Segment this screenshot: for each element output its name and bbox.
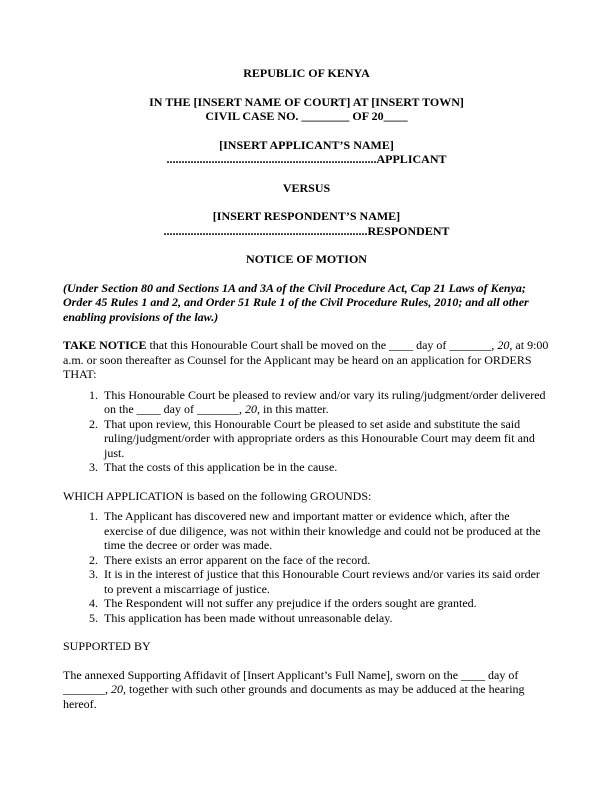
list-item: 1. This Honourable Court be pleased to review and/or vary its ruling/judgment/order delivered on the ____ day of _______, 20, in this matter. — [101, 388, 550, 417]
take-notice-paragraph: TAKE NOTICE that this Honourable Court shall be moved on the ____ day of _______, 20, at 9:00 a.m. or soon thereafter as Counsel for the Applicant may be heard on an application for ORDERS THAT: — [63, 338, 549, 381]
orders-list — [63, 388, 550, 475]
respondent-name: [INSERT RESPONDENT’S NAME] — [212, 209, 401, 223]
preamble-paragraph: (Under Section 80 and Sections 1A and 3A of the Civil Procedure Act, Cap 21 Laws of Kenya; Order 45 Rules 1 and 2, and Order 51 Rule 1 of the Civil Procedure Rules, 2010; and all other enabling provisions of the law.) — [63, 280, 529, 324]
versus-label: VERSUS — [282, 180, 331, 195]
list-item: 2. That upon review, this Honourable Court be pleased to set aside and substitute the said ruling/judgment/order with appropriate orders as this Honourable Court may deem fit and just. — [101, 417, 550, 461]
list-item: 1. The Applicant has discovered new and important matter or evidence which, after the exercise of due diligence, was not within their knowledge and could not be produced at the time the decree or order was made. — [101, 509, 550, 553]
supported-by-heading: SUPPORTED BY — [63, 639, 151, 653]
applicant-name: [INSERT APPLICANT’S NAME] — [219, 137, 394, 152]
grounds-list — [63, 509, 550, 625]
list-item: 5. This application has been made without unreasonable delay. — [101, 611, 550, 626]
case-number-line: CIVIL CASE NO. ________ OF 20____ — [205, 109, 408, 123]
respondent-designation: ....................................................................RESPONDENT — [163, 223, 450, 238]
document-title: NOTICE OF MOTION — [246, 252, 367, 266]
court-line: IN THE [INSERT NAME OF COURT] AT [INSERT TOWN] — [149, 94, 464, 109]
grounds-intro: WHICH APPLICATION is based on the following GROUNDS: — [63, 488, 372, 503]
list-item: 2. There exists an error apparent on the face of the record. — [101, 553, 550, 568]
list-item: 3. That the costs of this application be in the cause. — [101, 460, 550, 475]
applicant-designation: ......................................................................APPLICANT — [166, 152, 447, 166]
list-item: 3. It is in the interest of justice that this Honourable Court reviews and/or varies its said order to prevent a miscarriage of justice. — [101, 567, 550, 596]
list-item: 4. The Respondent will not suffer any prejudice if the orders sought are granted. — [101, 596, 550, 611]
republic-heading: REPUBLIC OF KENYA — [243, 66, 370, 80]
closing-paragraph: The annexed Supporting Affidavit of [Insert Applicant’s Full Name], sworn on the ____ day of _______, 20, together with such other grounds and documents as may be adduced at the hearing hereof. — [63, 667, 525, 711]
